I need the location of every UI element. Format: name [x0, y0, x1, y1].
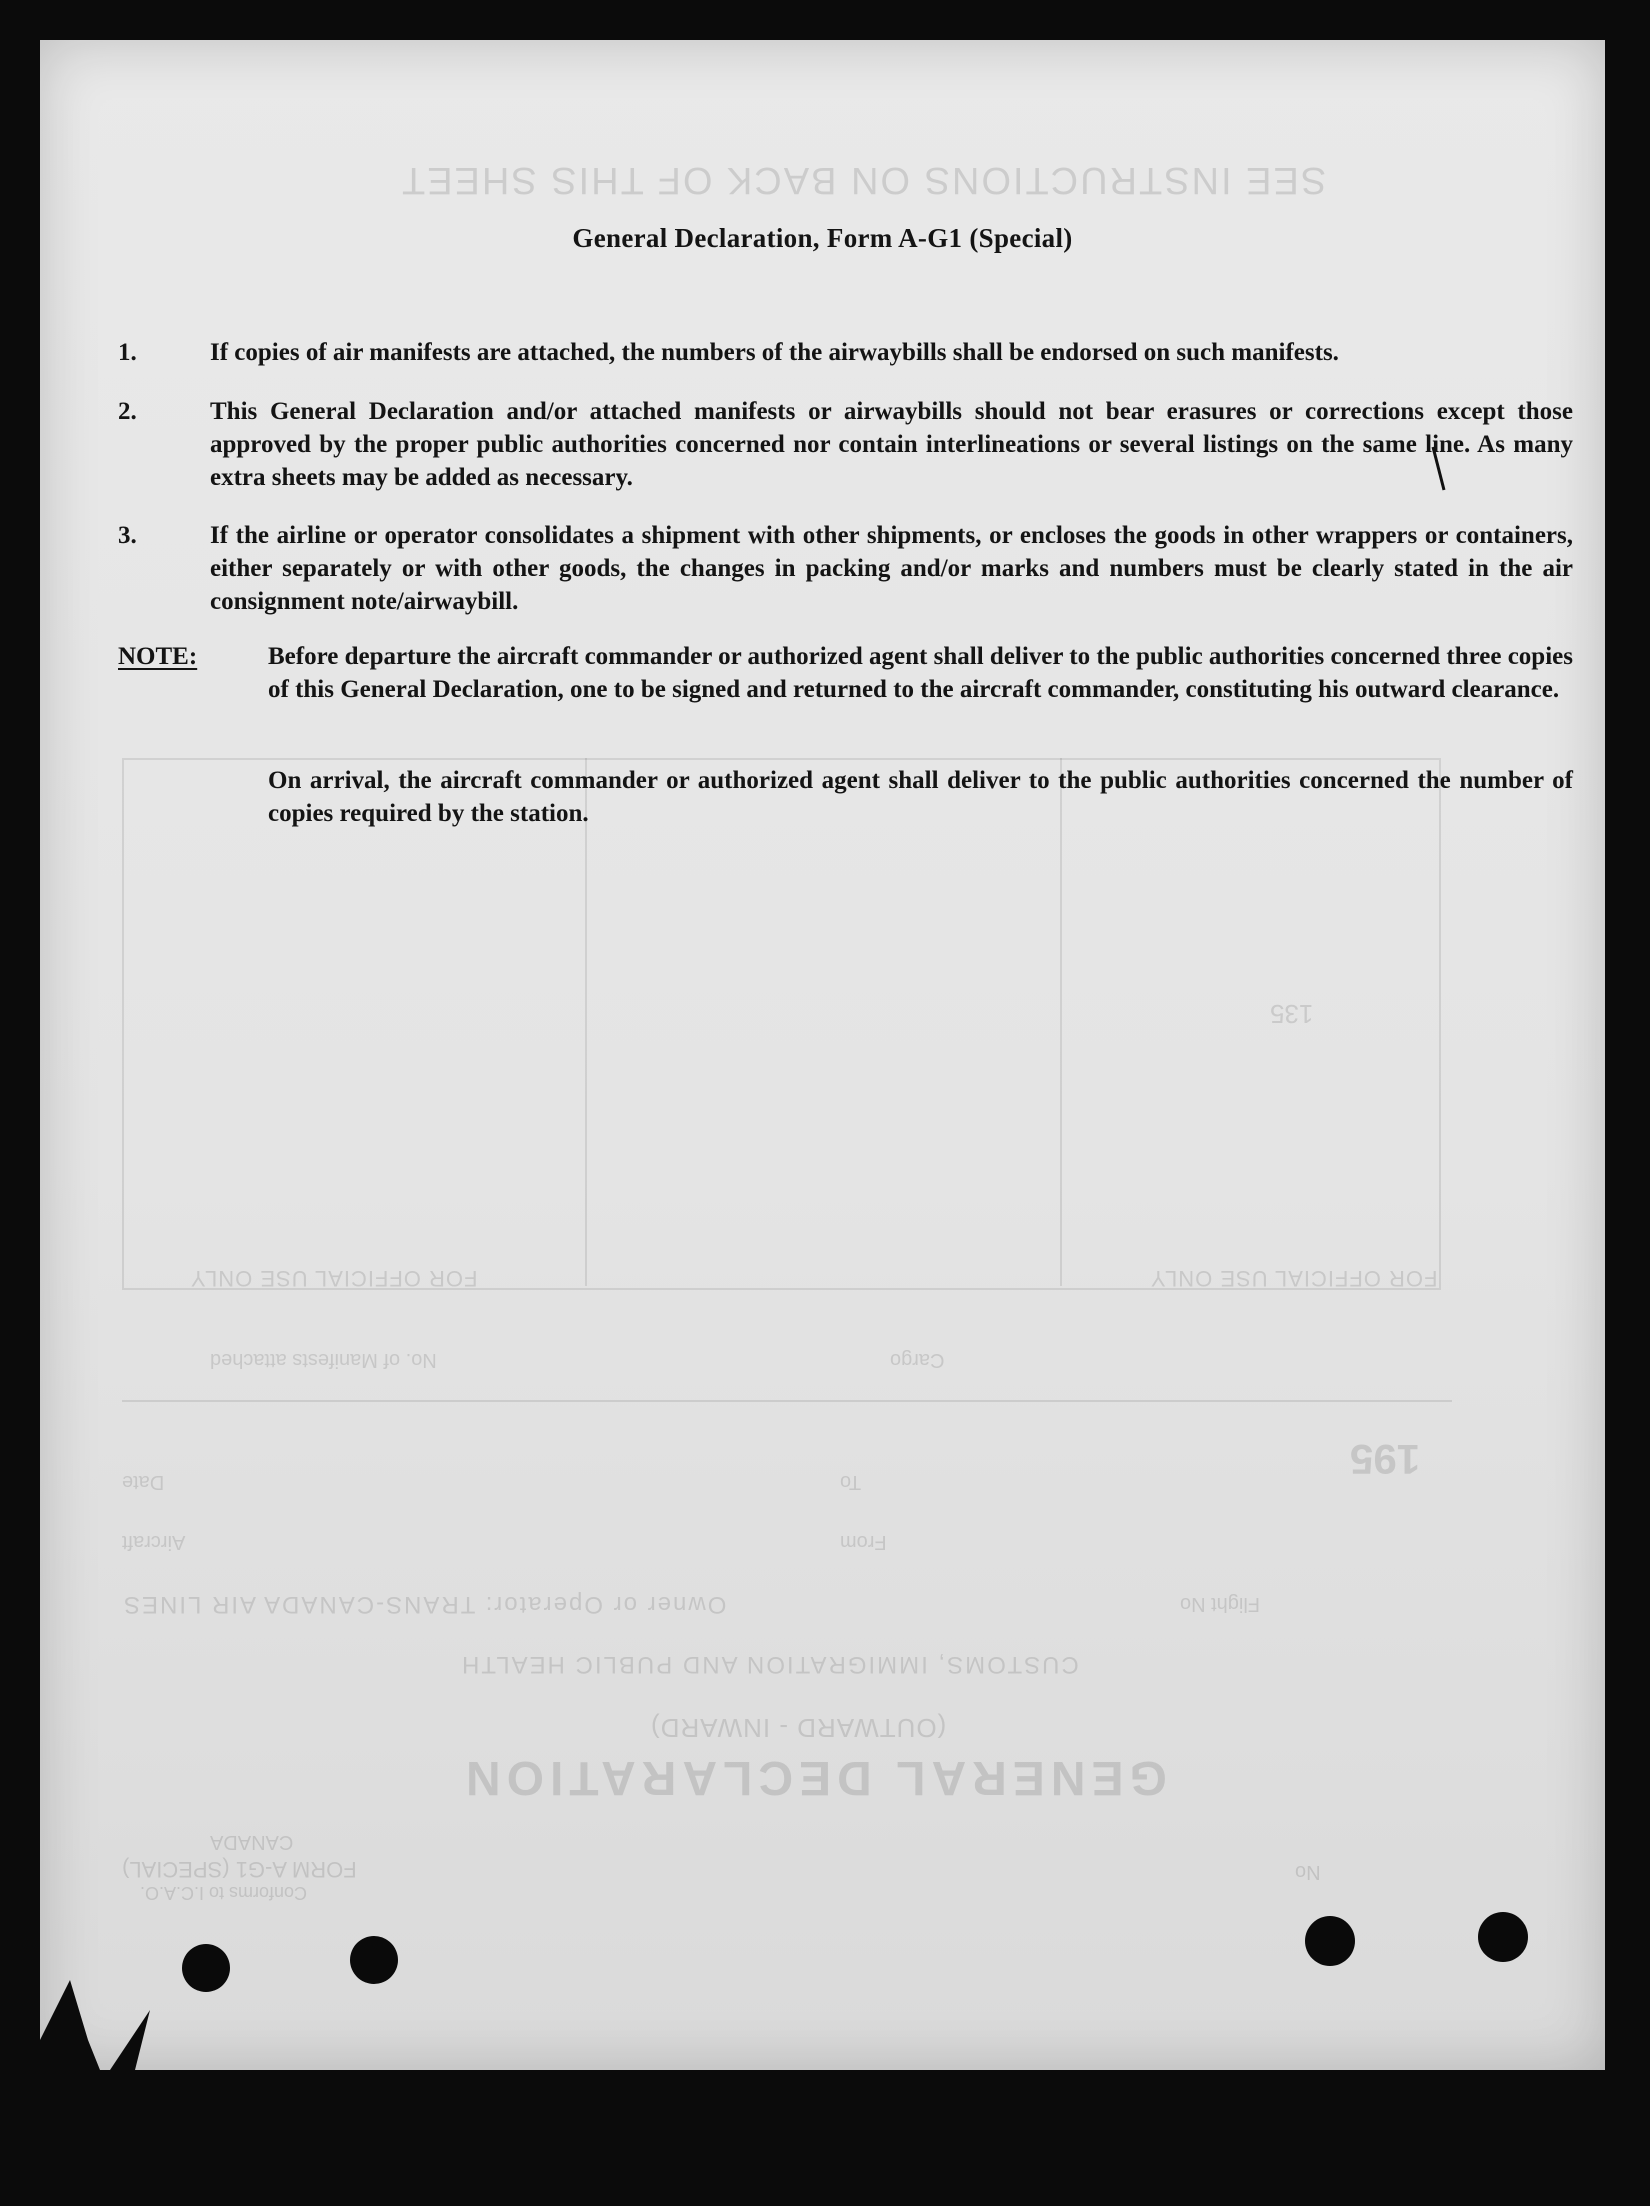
instruction-item	[118, 336, 1573, 369]
punch-hole	[350, 1936, 398, 1984]
show-through-official-right: FOR OFFICIAL USE ONLY	[1150, 1266, 1438, 1291]
punch-hole	[182, 1944, 230, 1992]
instruction-number: 1.	[118, 339, 137, 366]
punch-hole	[1478, 1912, 1528, 1962]
show-through-table-divider-2	[1060, 758, 1062, 1286]
show-through-manifests-line: No. of Manifests attached	[210, 1349, 437, 1371]
show-through-official-left: FOR OFFICIAL USE ONLY	[190, 1266, 478, 1291]
show-through-form-title: GENERAL DECLARATION	[460, 1751, 1167, 1804]
show-through-cargo: Cargo	[890, 1349, 945, 1371]
instruction-number: 2.	[118, 398, 137, 425]
show-through-table-divider-1	[585, 758, 587, 1286]
instruction-text: This General Declaration and/or attached manifests or airwaybills should not bear erasures or corrections except those approved by the proper public authorities concerned nor contain interlineations or several listings on the same line. As many extra sheets may be added as necessary.	[210, 398, 1573, 491]
page-title: General Declaration, Form A-G1 (Special)	[572, 223, 1073, 253]
note-label: NOTE:	[118, 643, 198, 670]
show-through-conforms: Conforms to I.C.A.O.	[140, 1883, 308, 1903]
torn-corner	[40, 1920, 180, 2070]
show-through-number-stamp: 135	[1270, 999, 1314, 1029]
show-through-aircraft: Aircraft	[122, 1531, 186, 1553]
show-through-from: From	[840, 1531, 887, 1553]
show-through-code-stamp: 195	[1350, 1436, 1421, 1483]
note-paragraph: Before departure the aircraft commander or authorized agent shall deliver to the public authorities concerned three copies of this General Declaration, one to be signed and returned to the aircraft commander, constituting his outward clearance.	[268, 643, 1573, 703]
show-through-heading: SEE INSTRUCTIONS ON BACK OF THIS SHEET	[400, 159, 1327, 201]
instruction-text: If copies of air manifests are attached, the numbers of the airwaybills shall be endorsed on such manifests.	[210, 339, 1339, 366]
show-through-date: Date	[122, 1471, 165, 1493]
show-through-flight-no: Flight No	[1180, 1593, 1261, 1615]
show-through-operator: Owner or Operator: TRANS-CANADA AIR LINES	[122, 1591, 727, 1618]
show-through-form-id: FORM A-G1 (SPECIAL)	[122, 1857, 357, 1882]
punch-hole	[1305, 1916, 1355, 1966]
note-block-arrival	[118, 764, 1573, 830]
show-through-table	[122, 758, 1441, 1290]
note-block	[118, 640, 1573, 706]
show-through-to: To	[840, 1471, 862, 1493]
instruction-item	[118, 395, 1573, 494]
show-through-country: CANADA	[210, 1831, 294, 1853]
instruction-number: 3.	[118, 522, 137, 549]
show-through-no-label: No	[1295, 1861, 1321, 1883]
show-through-outward-inward: (OUTWARD - INWARD)	[650, 1713, 947, 1743]
note-paragraph: On arrival, the aircraft commander or authorized agent shall deliver to the public authorities concerned the number of copies required by the station.	[268, 767, 1573, 827]
show-through-customs-line: CUSTOMS, IMMIGRATION AND PUBLIC HEALTH	[460, 1651, 1079, 1678]
pen-mark	[1430, 445, 1450, 495]
instruction-item	[118, 519, 1573, 618]
show-through-rule	[122, 1400, 1452, 1402]
document-page	[40, 40, 1605, 2070]
instruction-text: If the airline or operator consolidates a shipment with other shipments, or encloses the goods in other wrappers or containers, either separately or with other goods, the changes in packing and/or marks and numbers must be clearly stated in the air consignment note/airwaybill.	[210, 522, 1573, 615]
